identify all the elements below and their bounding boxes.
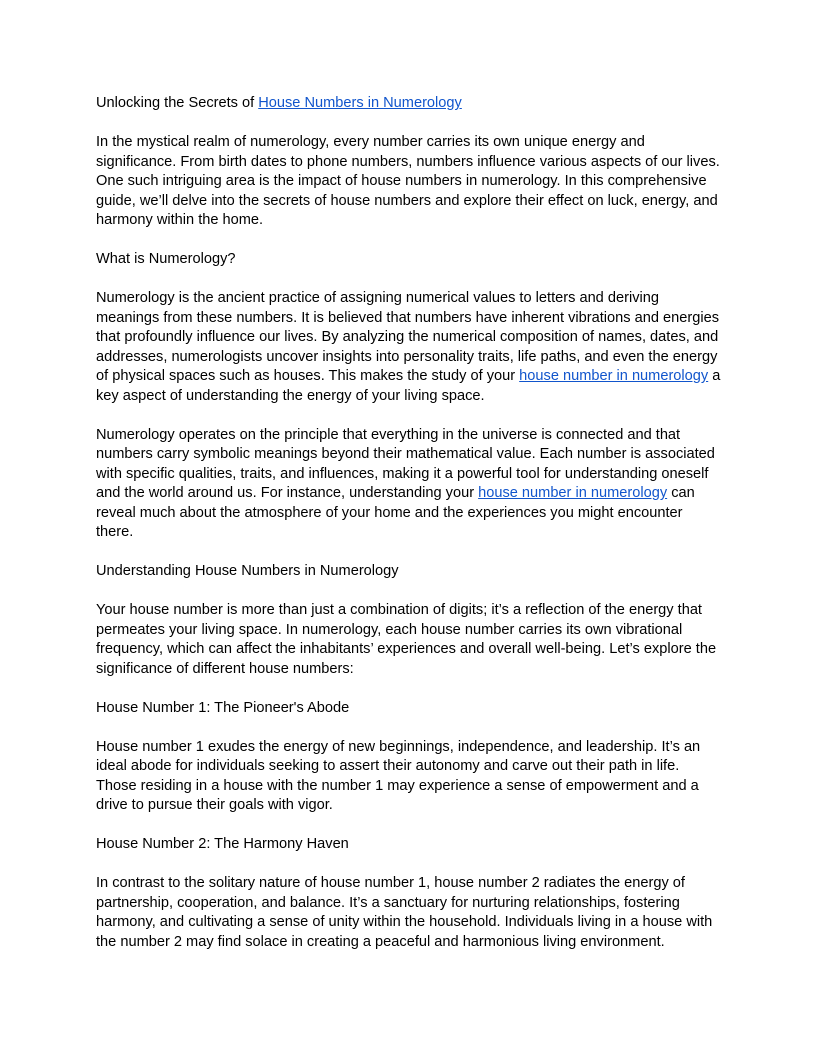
what-is-numerology-heading: What is Numerology? (96, 251, 236, 267)
principle-text-after: can reveal much about the atmosphere of your home and the experiences you might encounter there. (96, 485, 695, 540)
house-2-heading: House Number 2: The Harmony Haven (96, 836, 349, 852)
title-prefix: Unlocking the Secrets of (96, 95, 259, 111)
house-1-paragraph: House number 1 exudes the energy of new beginnings, independence, and leadership. It’s an ideal abode for individuals seeking to assert their autonomy and carve out their path in life. Those residing in a house with the number 1 may experience a sense of empowerment and a drive to pursue their goals with vigor. (96, 738, 701, 813)
document-title (96, 94, 722, 114)
understanding-paragraph: Your house number is more than just a combination of digits; it’s a reflection of the energy that permeates your living space. In numerology, each house number carries its own vibrational frequency, which can affect the inhabitants’ experiences and overall well-being. Let’s explore the significance of different house numbers: (96, 602, 717, 677)
house-number-link[interactable]: house number in numerology (519, 368, 709, 384)
understanding-heading: Understanding House Numbers in Numerology (96, 563, 399, 579)
principle-text-before: Numerology operates on the principle that everything in the universe is connected and that numbers carry symbolic meanings beyond their mathematical value. Each number is associated with specific qualities, traits, and influences, making it a powerful tool for understanding oneself and the world around us. For instance, understanding your (96, 426, 715, 501)
house-number-link[interactable]: house number in numerology (478, 485, 668, 501)
definition-text-before: Numerology is the ancient practice of assigning numerical values to letters and deriving meanings from these numbers. It is believed that numbers have inherent vibrations and energies that profoundly influence our lives. By analyzing the numerical composition of names, dates, and addresses, numerologists uncover insights into personality traits, life paths, and even the energy of physical spaces such as houses. This makes the study of your (96, 290, 720, 384)
numerology-principle-paragraph (96, 426, 722, 543)
definition-text-after: a key aspect of understanding the energy of your living space. (96, 368, 721, 404)
numerology-definition-paragraph (96, 289, 722, 406)
intro-paragraph: In the mystical realm of numerology, every number carries its own unique energy and significance. From birth dates to phone numbers, numbers influence various aspects of our lives. One such intriguing area is the impact of house numbers in numerology. In this comprehensive guide, we’ll delve into the secrets of house numbers and explore their effect on luck, energy, and harmony within the home. (96, 134, 720, 228)
document-page (96, 94, 722, 972)
house-1-heading: House Number 1: The Pioneer's Abode (96, 699, 350, 716)
title-link[interactable]: House Numbers in Numerology (258, 95, 462, 111)
house-2-paragraph: In contrast to the solitary nature of house number 1, house number 2 radiates the energy of partnership, cooperation, and balance. It’s a sanctuary for nurturing relationships, fostering harmony, and cultivating a sense of unity within the household. Individuals living in a house with the number 2 may find solace in creating a peaceful and harmonious living environment. (96, 875, 713, 950)
